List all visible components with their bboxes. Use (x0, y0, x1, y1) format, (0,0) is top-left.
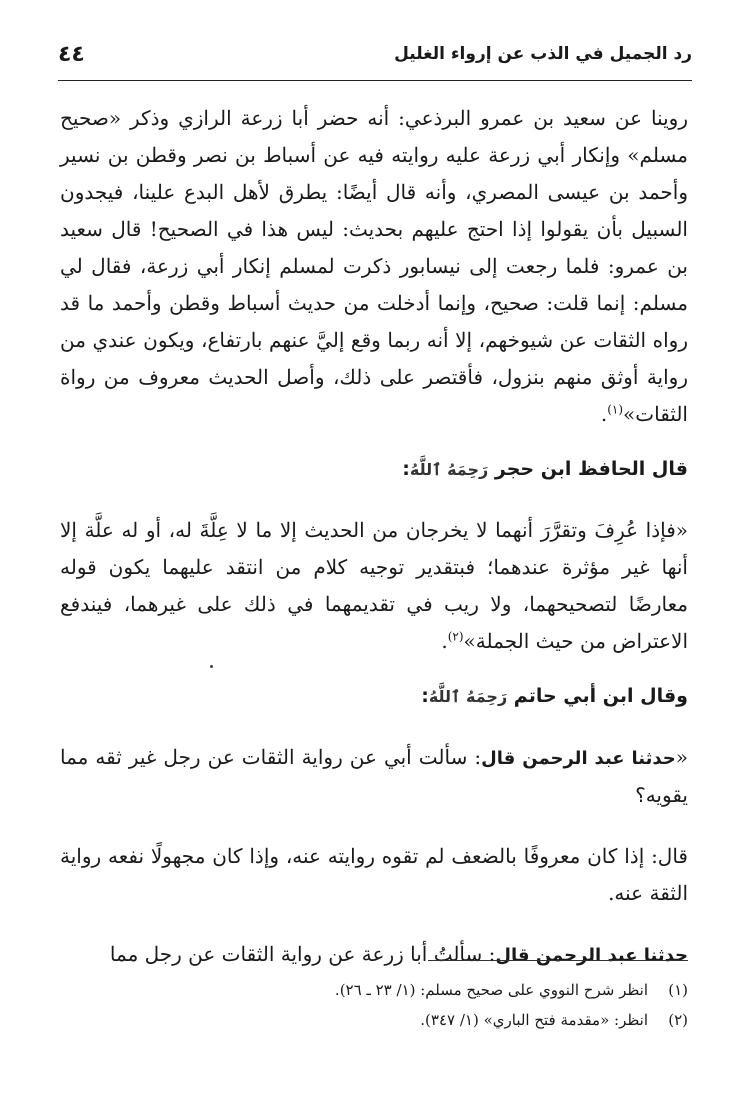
page-body (60, 100, 688, 974)
page-number: ٤٤ (58, 41, 85, 67)
narration-text: سألتُ أبا زرعة عن رواية الثقات عن رجل مما (109, 942, 483, 966)
footnote-text: انظر شرح النووي على صحيح مسلم: (١/ ٢٣ ـ ٢٦). (334, 981, 648, 999)
header-rule (58, 80, 692, 81)
heading-ibn-abi-hatim: وقال ابن أبي حاتم رَحِمَهُ ٱللَّهُ: (421, 685, 688, 707)
footnote-number: (١) (668, 981, 688, 999)
paragraph-answer: قال: إذا كان معروفًا بالضعف لم تقوه روايته عنه، وإذا كان مجهولًا نفعه رواية الثقة عنه. (60, 844, 688, 905)
running-head (58, 34, 692, 74)
footnote-text: انظر: «مقدمة فتح الباري» (١/ ٣٤٧). (420, 1011, 648, 1029)
running-title: رد الجميل في الذب عن إرواء الغليل (394, 44, 692, 64)
narration-lead: حدثنا عبد الرحمن قال (495, 945, 688, 966)
honorific-ligature: رَحِمَهُ ٱللَّهُ (428, 687, 508, 706)
paragraph-question-one (60, 739, 688, 814)
period: . (600, 402, 608, 426)
print-speck (210, 665, 213, 668)
paragraph-ibn-hajar-quote (60, 512, 688, 660)
quote-open: « (675, 745, 689, 769)
footnote-marker: (١) (607, 402, 624, 417)
footnotes (60, 975, 688, 1035)
paragraph-question-two: حدثنا عبد الرحمن قال: سألتُ أبا زرعة عن رواية الثقات عن رجل مما (109, 942, 688, 966)
paragraph-barzaie (60, 100, 688, 433)
footnote-number: (٢) (668, 1011, 688, 1029)
footnote-1 (60, 975, 688, 1005)
heading-ibn-hajar: قال الحافظ ابن حجر رَحِمَهُ ٱللَّهُ: (402, 458, 688, 480)
paragraph-text: «فإذا عُرِفَ وتقرَّرَ أنهما لا يخرجان من الحديث إلا ما لا عِلَّةَ له، أو له علَّة إلا أنها غير مؤثرة عندهما؛ فبتقدير توجيه كلام من انتقد عليهما يكون قوله معارضًا لتصحيحهما، ولا ريب في تقديمهما في ذلك على غيرهما، فيندفع الاعتراض من حيث الجملة» (60, 518, 688, 653)
narration-lead: حدثنا عبد الرحمن قال (481, 748, 676, 769)
footnote-rule (428, 960, 688, 961)
footnote-2 (60, 1005, 688, 1035)
honorific-ligature: رَحِمَهُ ٱللَّهُ (409, 460, 489, 479)
period: . (441, 629, 448, 653)
footnote-marker: (٢) (447, 629, 464, 644)
heading-text: وقال ابن أبي حاتم (513, 685, 688, 707)
heading-text: قال الحافظ ابن حجر (494, 458, 688, 480)
paragraph-text: روينا عن سعيد بن عمرو البرذعي: أنه حضر أبا زرعة الرازي وذكر «صحيح مسلم» وإنكار أبي زرعة عليه روايته فيه عن أسباط بن نصر وقطن بن نسير وأحمد بن عيسى المصري، وأنه قال أيضًا: يطرق لأهل البدع علينا، فيجدون السبيل بأن يقولوا إذا احتج عليهم بحديث: ليس هذا في الصحيح! قال سعيد بن عمرو: فلما رجعت إلى نيسابور ذكرت لمسلم إنكار أبي زرعة، فقال لي مسلم: إنما قلت: صحيح، وإنما أدخلت من حديث أسباط وقطن وأحمد ما قد رواه الثقات عن شيوخهم، إلا أنه ربما وقع إليَّ عنهم بارتفاع، ويكون عندي من رواية أوثق منهم بنزول، فأقتصر على ذلك، وأصل الحديث معروف من رواة الثقات» (60, 106, 688, 426)
narration-text: : سألت أبي عن رواية الثقات عن رجل غير ثقه (95, 745, 482, 769)
narration-text-cont: مما يقويه؟ (60, 745, 688, 807)
